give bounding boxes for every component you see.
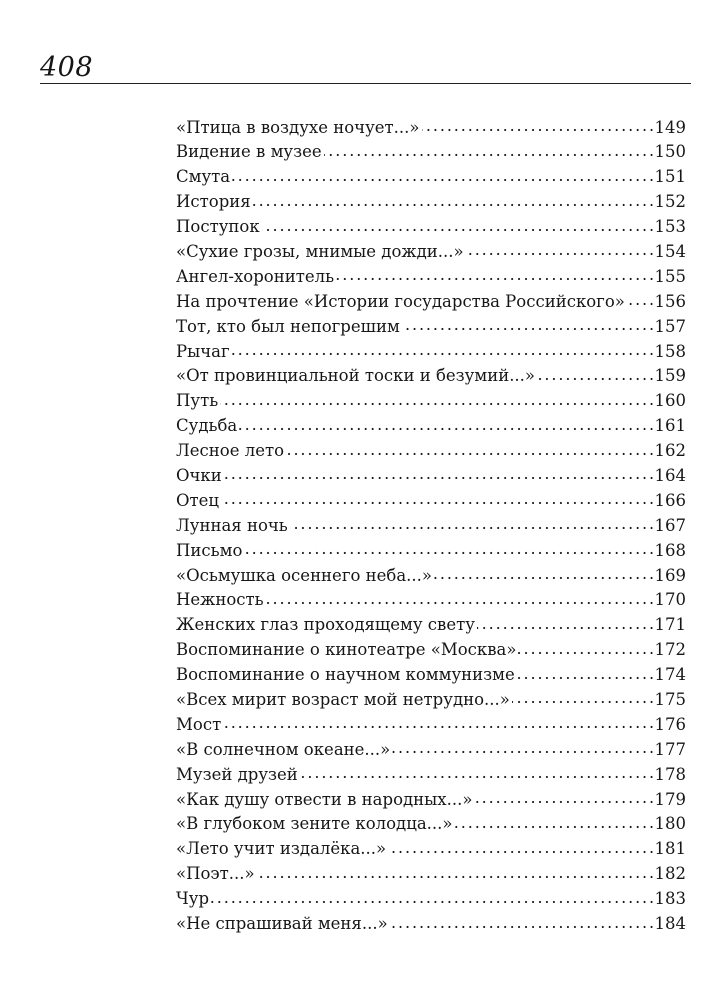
- toc-entry: [176, 863, 686, 888]
- toc-entry-page-number: 159: [654, 366, 686, 386]
- toc-entry: [176, 141, 686, 166]
- toc-entry-title: Чур: [176, 889, 210, 909]
- toc-entry-title: История: [176, 192, 251, 212]
- toc-entry: [176, 191, 686, 216]
- header-rule: [40, 83, 691, 84]
- toc-entry-page-number: 172: [654, 640, 686, 660]
- dot-leader: [244, 539, 652, 556]
- toc-entry: [176, 290, 686, 315]
- toc-entry-title: Путь: [176, 391, 219, 411]
- dot-leader: [392, 738, 652, 755]
- dot-leader: [434, 564, 652, 581]
- toc-entry: [176, 713, 686, 738]
- toc-entry-page-number: 153: [654, 217, 686, 237]
- dot-leader: [537, 365, 652, 382]
- dot-leader: [223, 713, 652, 730]
- toc-entry-title: «Сухие грозы, мнимые дожди...»: [176, 241, 464, 261]
- toc-entry-page-number: 152: [654, 192, 686, 212]
- toc-entry: [176, 664, 686, 689]
- toc-entry-title: «Как душу отвести в народных...»: [176, 789, 473, 809]
- toc-entry-page-number: 155: [654, 266, 686, 286]
- toc-entry-page-number: 179: [654, 789, 686, 809]
- toc-entry-page-number: 169: [654, 565, 686, 585]
- toc-entry-page-number: 180: [654, 814, 686, 834]
- toc-entry-title: «Лето учит издалёка...»: [176, 839, 387, 859]
- toc-entry-title: Рычаг: [176, 341, 230, 361]
- toc-entry-title: Женских глаз проходящему свету: [176, 615, 475, 635]
- dot-leader: [286, 440, 652, 457]
- toc-entry-page-number: 160: [654, 391, 686, 411]
- toc-entry-page-number: 154: [654, 241, 686, 261]
- toc-entry-page-number: 175: [654, 689, 686, 709]
- dot-leader: [211, 888, 652, 905]
- toc-entry: [176, 763, 686, 788]
- toc-entry: [176, 813, 686, 838]
- toc-entry-title: Мост: [176, 714, 222, 734]
- toc-entry-page-number: 174: [654, 665, 686, 685]
- toc-entry: [176, 390, 686, 415]
- dot-leader: [402, 315, 653, 332]
- toc-entry: [176, 315, 686, 340]
- toc-entry-page-number: 150: [654, 142, 686, 162]
- toc-entry-title: «Поэт...»: [176, 864, 255, 884]
- toc-entry: [176, 913, 686, 938]
- toc-entry: [176, 265, 686, 290]
- dot-leader: [220, 390, 652, 407]
- toc-entry-title: «Не спрашивай меня...»: [176, 914, 388, 933]
- toc-entry: [176, 564, 686, 589]
- dot-leader: [336, 265, 652, 282]
- dot-leader: [518, 639, 652, 656]
- toc-entry: [176, 365, 686, 390]
- dot-leader: [390, 913, 653, 930]
- toc-entry-title: «От провинциальной тоски и безумий...»: [176, 366, 536, 386]
- dot-leader: [455, 813, 653, 830]
- toc-entry-page-number: 157: [654, 316, 686, 336]
- toc-entry: [176, 514, 686, 539]
- dot-leader: [627, 290, 653, 307]
- toc-entry-title: Поступок: [176, 217, 260, 237]
- dot-leader: [517, 664, 653, 681]
- toc-entry-page-number: 162: [654, 441, 686, 461]
- toc-entry: [176, 838, 686, 863]
- dot-leader: [232, 340, 653, 357]
- toc-entry-page-number: 181: [654, 839, 686, 859]
- toc-entry-page-number: 149: [654, 117, 686, 137]
- toc-entry: [176, 464, 686, 489]
- toc-entry-title: «В глубоком зените колодца...»: [176, 814, 453, 834]
- toc-entry-title: Смута: [176, 167, 231, 187]
- dot-leader: [477, 614, 653, 631]
- table-of-contents: [176, 116, 686, 937]
- toc-entry-page-number: 164: [654, 465, 686, 485]
- toc-entry: [176, 539, 686, 564]
- toc-entry-page-number: 171: [654, 615, 686, 635]
- toc-entry: [176, 888, 686, 913]
- toc-entry-title: Воспоминание о научном коммунизме: [176, 665, 515, 685]
- toc-entry-title: Очки: [176, 465, 222, 485]
- toc-entry-title: Лесное лето: [176, 441, 285, 461]
- toc-entry-title: Видение в музее: [176, 142, 322, 162]
- toc-entry: [176, 340, 686, 365]
- dot-leader: [466, 240, 653, 257]
- toc-entry-page-number: 184: [654, 914, 686, 933]
- toc-entry-title: Ангел-хоронитель: [176, 266, 335, 286]
- toc-entry-page-number: 183: [654, 889, 686, 909]
- toc-entry-title: Судьба: [176, 416, 238, 436]
- toc-entry: [176, 489, 686, 514]
- dot-leader: [262, 216, 653, 233]
- dot-leader: [300, 763, 653, 780]
- dot-leader: [290, 514, 653, 531]
- page-number: 408: [40, 52, 94, 83]
- dot-leader: [257, 863, 653, 880]
- dot-leader: [253, 191, 653, 208]
- toc-entry-title: Воспоминание о кинотеатре «Москва»: [176, 640, 517, 660]
- toc-entry: [176, 440, 686, 465]
- toc-entry: [176, 614, 686, 639]
- toc-entry: [176, 788, 686, 813]
- toc-entry-title: «Всех мирит возраст мой нетрудно...»: [176, 689, 510, 709]
- toc-entry-page-number: 158: [654, 341, 686, 361]
- toc-entry-title: Музей друзей: [176, 764, 298, 784]
- toc-entry: [176, 589, 686, 614]
- toc-entry: [176, 216, 686, 241]
- dot-leader: [239, 415, 652, 432]
- toc-entry-page-number: 166: [654, 490, 686, 510]
- dot-leader: [324, 141, 653, 158]
- toc-entry: [176, 116, 686, 141]
- toc-entry-page-number: 182: [654, 864, 686, 884]
- toc-entry: [176, 639, 686, 664]
- dot-leader: [266, 589, 653, 606]
- toc-entry-page-number: 178: [654, 764, 686, 784]
- toc-entry-page-number: 161: [654, 416, 686, 436]
- dot-leader: [388, 838, 652, 855]
- toc-entry: [176, 415, 686, 440]
- toc-entry-title: Письмо: [176, 540, 243, 560]
- toc-entry-page-number: 170: [654, 590, 686, 610]
- toc-entry-title: Тот, кто был непогрешим: [176, 316, 400, 336]
- toc-entry-page-number: 167: [654, 515, 686, 535]
- toc-entry-title: «В солнечном океане...»: [176, 739, 391, 759]
- toc-entry: [176, 166, 686, 191]
- dot-leader: [232, 166, 652, 183]
- toc-entry-title: Нежность: [176, 590, 264, 610]
- toc-entry: [176, 240, 686, 265]
- toc-entry-title: «Осьмушка осеннего неба...»: [176, 565, 433, 585]
- toc-entry-title: Лунная ночь: [176, 515, 288, 535]
- toc-entry: [176, 688, 686, 713]
- toc-entry-page-number: 156: [654, 291, 686, 311]
- toc-entry-page-number: 151: [654, 167, 686, 187]
- toc-entry-title: Отец: [176, 490, 220, 510]
- dot-leader: [224, 464, 653, 481]
- toc-entry-title: «Птица в воздухе ночует...»: [176, 117, 420, 137]
- dot-leader: [474, 788, 652, 805]
- toc-entry-page-number: 168: [654, 540, 686, 560]
- toc-entry-title: На прочтение «Истории государства Российского»: [176, 291, 625, 311]
- toc-entry: [176, 738, 686, 763]
- dot-leader: [221, 489, 652, 506]
- toc-entry-page-number: 176: [654, 714, 686, 734]
- dot-leader: [512, 688, 653, 705]
- toc-entry-page-number: 177: [654, 739, 686, 759]
- dot-leader: [422, 116, 653, 133]
